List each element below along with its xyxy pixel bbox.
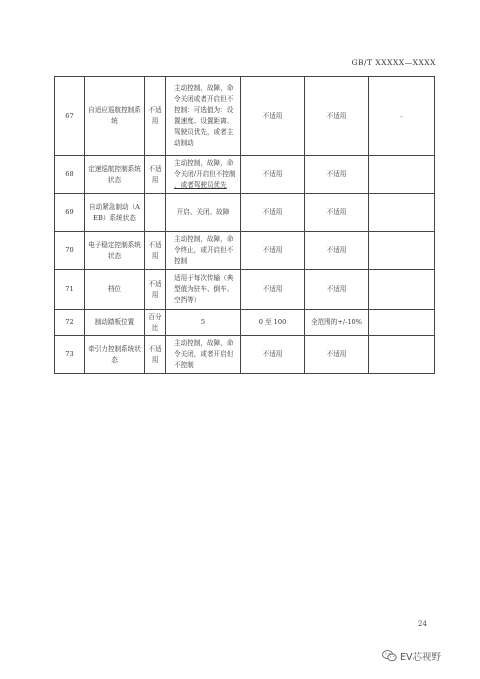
unit-cell: 百分比 [145, 310, 166, 336]
unit-cell: 不适用 [145, 336, 166, 374]
accuracy-cell: 全范围的+/-10% [305, 310, 369, 336]
element-name: 定速巡航控制系统状态 [85, 156, 145, 194]
note-cell [369, 336, 435, 374]
element-name: 电子稳定控制系统状态 [85, 232, 145, 270]
description-line: 不控制 [174, 361, 194, 369]
accuracy-cell: 不适用 [305, 336, 369, 374]
description-line: 空挡等） [174, 296, 201, 304]
unit-cell: 不适用 [145, 156, 166, 194]
row-number: 70 [55, 232, 85, 270]
row-number: 69 [55, 194, 85, 232]
description-line: 控制：可选值为：设 [174, 106, 234, 114]
watermark-text: EV芯视野 [400, 652, 442, 663]
description-line: 主动控制，故障，命 [174, 339, 234, 347]
row-number: 71 [55, 270, 85, 310]
range-cell: 不适用 [241, 336, 305, 374]
description-cell [166, 270, 241, 310]
note-cell: - [369, 77, 435, 156]
description-line: 令关闭，或者开启但 [174, 350, 234, 358]
range-cell: 不适用 [241, 232, 305, 270]
table-row [55, 77, 435, 156]
accuracy-cell: 不适用 [305, 232, 369, 270]
note-cell [369, 270, 435, 310]
note-cell [369, 194, 435, 232]
note-cell [369, 232, 435, 270]
accuracy-cell: 不适用 [305, 270, 369, 310]
description-line: 令终止，或开启但不 [174, 246, 234, 254]
table-row [55, 336, 435, 374]
description-line: 开启、关闭、故障 [176, 208, 230, 216]
description-line: 主动控制，故障，命 [174, 235, 234, 243]
element-name: 牵引力控制系统状态 [85, 336, 145, 374]
watermark [382, 649, 441, 663]
page-number: 24 [418, 620, 427, 628]
description-line: 适用于每次传输（典 [174, 274, 234, 282]
description-line: 控制 [174, 257, 188, 265]
element-name: 制动踏板位置 [85, 310, 145, 336]
range-cell: 0 至 100 [241, 310, 305, 336]
row-number: 67 [55, 77, 85, 156]
description-cell [166, 232, 241, 270]
accuracy-cell: 不适用 [305, 156, 369, 194]
description-line: 令关闭/开启但不控制 [174, 170, 236, 178]
row-number: 72 [55, 310, 85, 336]
description-line: 置速度、设置距离、 [174, 117, 234, 125]
description-line: 主动控制，故障，命 [174, 159, 234, 167]
description-cell [166, 194, 241, 232]
description-line: 令关闭或者开启但不 [174, 95, 234, 103]
row-number: 73 [55, 336, 85, 374]
unit-cell: 不适用 [145, 232, 166, 270]
table-row [55, 310, 435, 336]
range-cell: 不适用 [241, 77, 305, 156]
standard-code: GB/T XXXXX—XXXX [351, 58, 436, 67]
table-row [55, 194, 435, 232]
accuracy-cell: 不适用 [305, 194, 369, 232]
element-name: 自动紧急制动（AEB）系统状态 [85, 194, 145, 232]
range-cell: 不适用 [241, 270, 305, 310]
element-name: 自适应巡航控制系统 [85, 77, 145, 156]
description-line: 动制动 [174, 139, 194, 147]
description-line: 驾驶员优先，或者主 [174, 128, 234, 136]
description-cell [166, 336, 241, 374]
data-element-table [54, 76, 435, 374]
description-line: 主动控制，故障，命 [174, 84, 234, 92]
range-cell: 不适用 [241, 156, 305, 194]
description-cell [166, 310, 241, 336]
description-line: 型值为驻车、倒车、 [174, 285, 234, 293]
note-cell [369, 156, 435, 194]
description-line: 5 [200, 318, 206, 326]
description-cell [166, 77, 241, 156]
row-number: 68 [55, 156, 85, 194]
range-cell: 不适用 [241, 194, 305, 232]
description-line: ，或者驾驶员优先 [174, 181, 227, 189]
description-cell [166, 156, 241, 194]
table-row [55, 156, 435, 194]
unit-cell: 不适用 [145, 77, 166, 156]
unit-cell: 不适用 [145, 270, 166, 310]
note-cell [369, 310, 435, 336]
table-row [55, 232, 435, 270]
table-row [55, 270, 435, 310]
unit-cell [145, 194, 166, 232]
element-name: 档位 [85, 270, 145, 310]
wechat-logo-icon [382, 650, 397, 662]
accuracy-cell: 不适用 [305, 77, 369, 156]
